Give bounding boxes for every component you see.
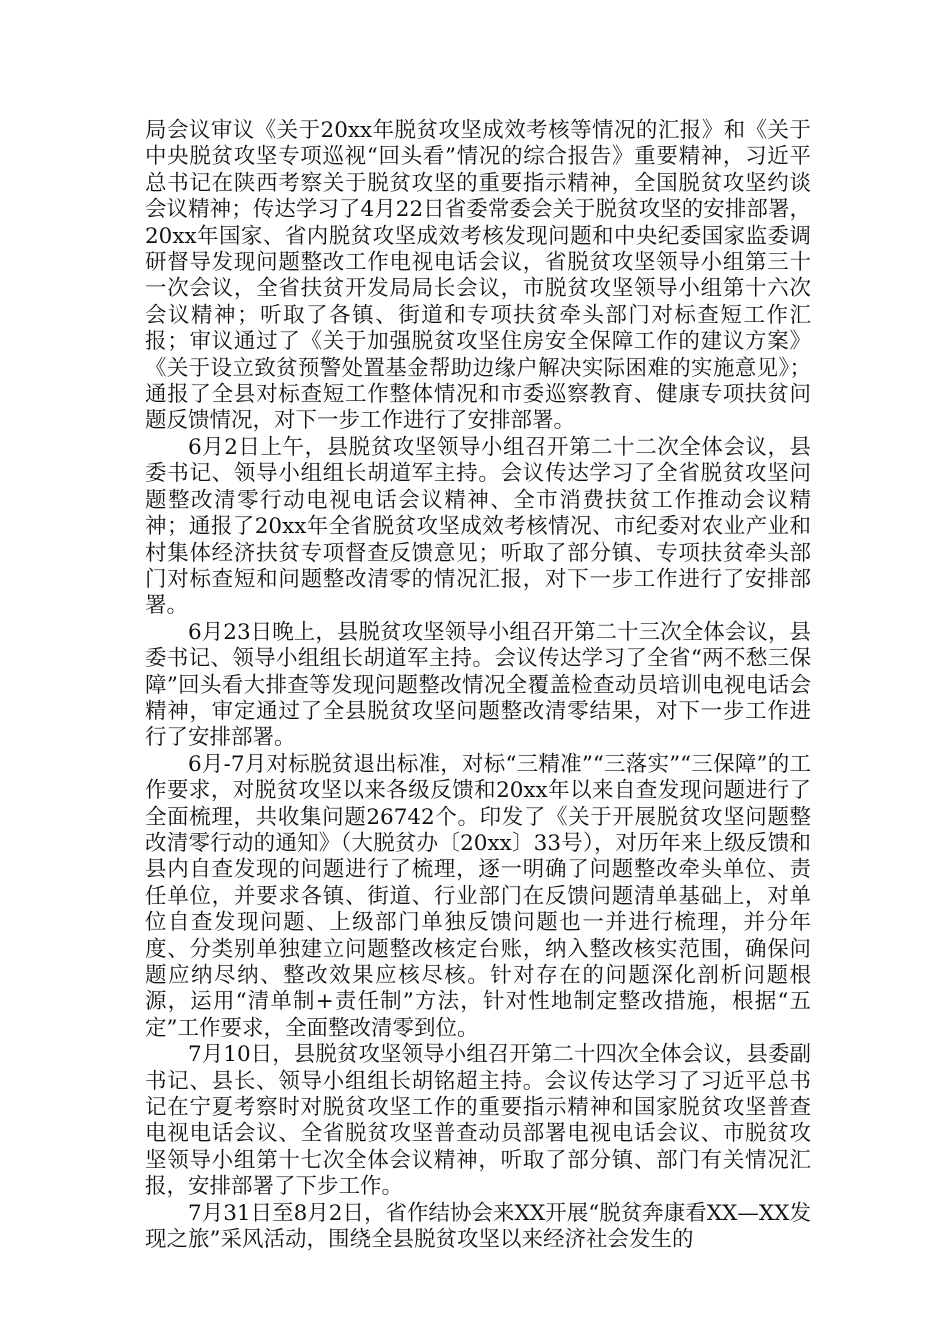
paragraph-1: 局会议审议《关于20xx年脱贫攻坚成效考核等情况的汇报》和《关于中央脱贫攻坚专项巡视“回头看”情况的综合报告》重要精神，习近平总书记在陕西考察关于脱贫攻坚的重要指示精神，全国脱贫攻坚约谈会议精神；传达学习了4月22日省委常委会关于脱贫攻坚的安排部署，20xx年国家、省内脱贫攻坚成效考核发现问题和中央纪委国家监委调研督导发现问题整改工作电视电话会议，省脱贫攻坚领导小组第三十一次会议，全省扶贫开发局局长会议，市脱贫攻坚领导小组第十六次会议精神；听取了各镇、街道和专项扶贫牵头部门对标查短工作汇报；审议通过了《关于加强脱贫攻坚住房安全保障工作的建议方案》《关于设立致贫预警处置基金帮助边缘户解决实际困难的实施意见》；通报了全县对标查短工作整体情况和市委巡察教育、健康专项扶贫问题反馈情况，对下一步工作进行了安排部署。 — [145, 118, 811, 434]
paragraph-2: 6月2日上午，县脱贫攻坚领导小组召开第二十二次全体会议，县委书记、领导小组组长胡道军主持。会议传达学习了全省脱贫攻坚问题整改清零行动电视电话会议精神、全市消费扶贫工作推动会议精神；通报了20xx年全省脱贫攻坚成效考核情况、市纪委对农业产业和村集体经济扶贫专项督查反馈意见；听取了部分镇、专项扶贫牵头部门对标查短和问题整改清零的情况汇报，对下一步工作进行了安排部署。 — [145, 434, 811, 619]
paragraph-3: 6月23日晚上，县脱贫攻坚领导小组召开第二十三次全体会议，县委书记、领导小组组长胡道军主持。会议传达学习了全省“两不愁三保障”回头看大排查等发现问题整改情况全覆盖检查动员培训电视电话会精神，审定通过了全县脱贫攻坚问题整改清零结果，对下一步工作进行了安排部署。 — [145, 619, 811, 751]
paragraph-4: 6月-7月对标脱贫退出标准，对标“三精准”“三落实”“三保障”的工作要求，对脱贫攻坚以来各级反馈和20xx年以来自查发现问题进行了全面梳理，共收集问题26742个。印发了《关于开展脱贫攻坚问题整改清零行动的通知》（大脱贫办〔20xx〕33号），对历年来上级反馈和县内自查发现的问题进行了梳理，逐一明确了问题整改牵头单位、责任单位，并要求各镇、街道、行业部门在反馈问题清单基础上，对单位自查发现问题、上级部门单独反馈问题也一并进行梳理，并分年度、分类别单独建立问题整改核定台账，纳入整改核实范围，确保问题应纳尽纳、整改效果应核尽核。针对存在的问题深化剖析问题根源，运用“清单制+责任制”方法，针对性地制定整改措施，根据“五定”工作要求，全面整改清零到位。 — [145, 751, 811, 1041]
document-page — [145, 118, 811, 1253]
paragraph-5: 7月10日，县脱贫攻坚领导小组召开第二十四次全体会议，县委副书记、县长、领导小组组长胡铭超主持。会议传达学习了习近平总书记在宁夏考察时对脱贫攻坚工作的重要指示精神和国家脱贫攻坚普查电视电话会议、全省脱贫攻坚普查动员部署电视电话会议、市脱贫攻坚领导小组第十七次全体会议精神，听取了部分镇、部门有关情况汇报，安排部署了下步工作。 — [145, 1042, 811, 1200]
paragraph-6: 7月31日至8月2日，省作结协会来XX开展“脱贫奔康看XX—XX发现之旅”采风活动，围绕全县脱贫攻坚以来经济社会发生的 — [145, 1200, 811, 1253]
